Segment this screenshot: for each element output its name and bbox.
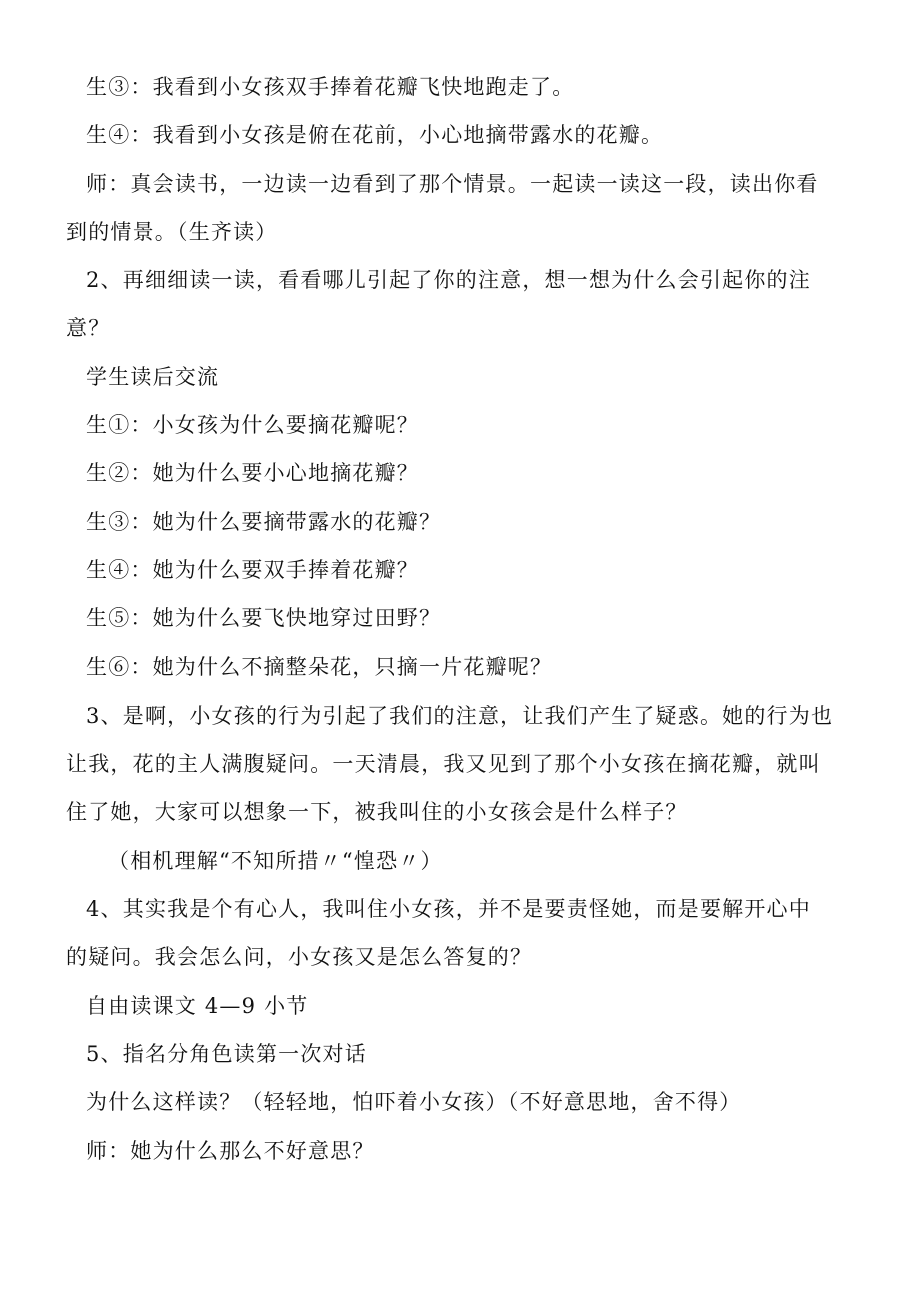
text-line: 3、是啊，小女孩的行为引起了我们的注意，让我们产生了疑惑。她的行为也	[86, 704, 834, 728]
text-line: 住了她，大家可以想象一下，被我叫住的小女孩会是什么样子？	[66, 800, 688, 824]
text-line: 生⑤：她为什么要飞快地穿过田野？	[86, 606, 442, 630]
text-line: 生④：我看到小女孩是俯在花前，小心地摘带露水的花瓣。	[86, 123, 664, 147]
text-line: 师：真会读书，一边读一边看到了那个情景。一起读一读这一段，读出你看	[86, 172, 819, 196]
text-line: 师：她为什么那么不好意思？	[86, 1139, 375, 1163]
text-line: 5、指名分角色读第一次对话	[86, 1042, 367, 1066]
text-line: 让我，花的主人满腹疑问。一天清晨，我又见到了那个小女孩在摘花瓣，就叫	[66, 752, 821, 776]
text-line: （相机理解“不知所措〃“惶恐〃）	[108, 849, 443, 873]
text-line: 生③：我看到小女孩双手捧着花瓣飞快地跑走了。	[86, 75, 575, 99]
text-line: 生⑥：她为什么不摘整朵花，只摘一片花瓣呢？	[86, 655, 553, 679]
text-line: 生③：她为什么要摘带露水的花瓣？	[86, 510, 442, 534]
text-line: 生④：她为什么要双手捧着花瓣？	[86, 558, 419, 582]
text-line: 4、其实我是个有心人，我叫住小女孩，并不是要责怪她，而是要解开心中	[86, 897, 811, 921]
text-line: 的疑问。我会怎么问，小女孩又是怎么答复的？	[66, 945, 533, 969]
text-line: 自由读课文 4—9 小节	[86, 994, 309, 1018]
text-line: 生①：小女孩为什么要摘花瓣呢？	[86, 413, 419, 437]
text-line: 到的情景。（生齐读）	[66, 220, 278, 244]
text-line: 学生读后交流	[86, 365, 220, 389]
text-line: 意？	[66, 316, 111, 340]
text-line: 2、再细细读一读，看看哪儿引起了你的注意，想一想为什么会引起你的注	[86, 268, 811, 292]
text-line: 生②：她为什么要小心地摘花瓣？	[86, 461, 419, 485]
text-line: 为什么这样读？（轻轻地，怕吓着小女孩）（不好意思地，舍不得）	[86, 1090, 742, 1114]
